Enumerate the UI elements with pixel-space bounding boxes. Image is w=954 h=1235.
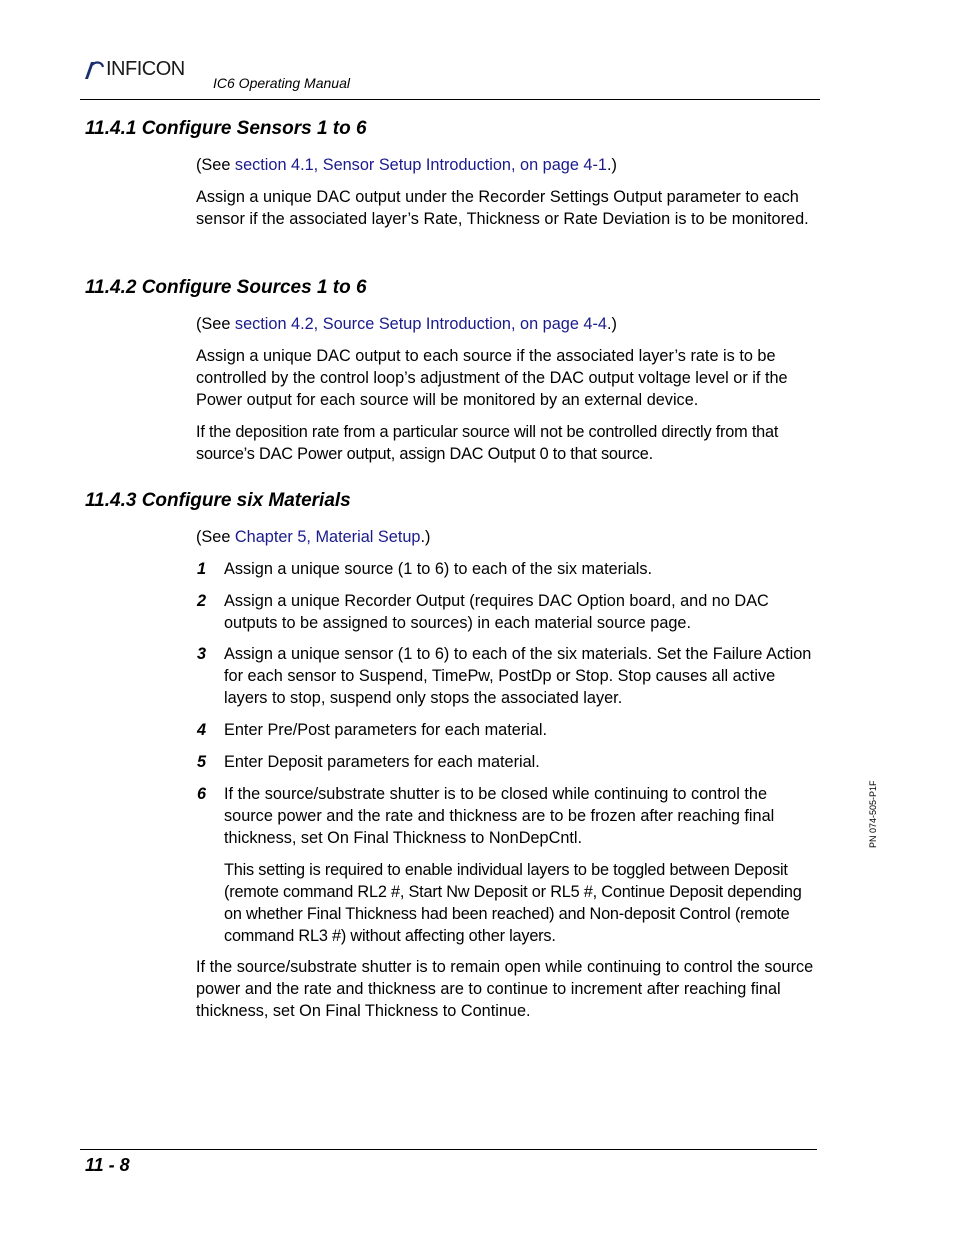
step-text: If the source/substrate shutter is to be closed while continuing to control the source power and the rate and thickness are to be frozen after reaching final thickness, set On Final Thickness to NonDepCntl. [224,785,775,847]
part-number: PN 074-505-P1F [868,780,878,848]
step-number: 2 [197,592,207,610]
step-note: This setting is required to enable individual layers to be toggled between Deposit (remote command RL2 #, Start Nw Deposit or RL5 #, Continue Deposit depending on whether Final Thickness had been reached) and Non-deposit Control (remote command RL3 #) without affecting other layers. [224,861,802,945]
section-heading-11-4-1: 11.4.1 Configure Sensors 1 to 6 [85,118,367,139]
section-heading-11-4-2: 11.4.2 Configure Sources 1 to 6 [85,277,367,298]
step-number: 5 [197,753,207,771]
step-text: Assign a unique sensor (1 to 6) to each of the six materials. Set the Failure Action for each sensor to Suspend, TimePw, PostDp or Stop. Stop causes all active layers to stop, suspend only stops the associated layer. [224,645,812,707]
step-number: 3 [197,645,207,663]
see-reference: (See Chapter 5, Material Setup.) [196,528,431,546]
step-text: Assign a unique Recorder Output (requires DAC Option board, and no DAC outputs to be assigned to sources) in each material source page. [224,592,769,632]
cross-reference-link[interactable]: section 4.2, Source Setup Introduction, on page 4-4 [234,315,607,333]
footer-divider [80,1149,817,1150]
section-heading-11-4-3: 11.4.3 Configure six Materials [85,490,351,511]
cross-reference-link[interactable]: Chapter 5, Material Setup [234,528,421,546]
manual-title: IC6 Operating Manual [213,75,350,91]
page-number: 11 - 8 [85,1155,130,1175]
paragraph: If the source/substrate shutter is to remain open while continuing to control the source power and the rate and thickness are to continue to increment after reaching final thickness, set On Final Thickness to Continue. [196,958,814,1020]
paragraph: Assign a unique DAC output to each source if the associated layer’s rate is to be controlled by the control loop’s adjustment of the DAC output voltage level or if the Power output for each source will be monitored by an external device. [196,347,788,409]
step-number: 6 [197,785,207,803]
cross-reference-link[interactable]: section 4.1, Sensor Setup Introduction, on page 4-1 [234,156,607,174]
paragraph: If the deposition rate from a particular source will not be controlled directly from that source’s DAC Power output, assign DAC Output 0 to that source. [196,423,779,463]
step-text: Assign a unique source (1 to 6) to each of the six materials. [224,560,653,578]
header-divider [80,99,820,100]
paragraph: Assign a unique DAC output under the Recorder Settings Output parameter to each sensor if the associated layer’s Rate, Thickness or Rate Deviation is to be monitored. [196,188,809,228]
inficon-logo-icon [82,59,104,81]
step-text: Enter Deposit parameters for each material. [224,753,540,771]
see-reference: (See section 4.1, Sensor Setup Introduction, on page 4-1.) [196,156,617,174]
step-number: 1 [197,560,207,578]
inficon-logo [82,58,185,81]
see-reference: (See section 4.2, Source Setup Introduction, on page 4-4.) [196,315,617,333]
step-number: 4 [197,721,207,739]
step-text: Enter Pre/Post parameters for each material. [224,721,548,739]
logo-text: INFICON [106,58,185,80]
